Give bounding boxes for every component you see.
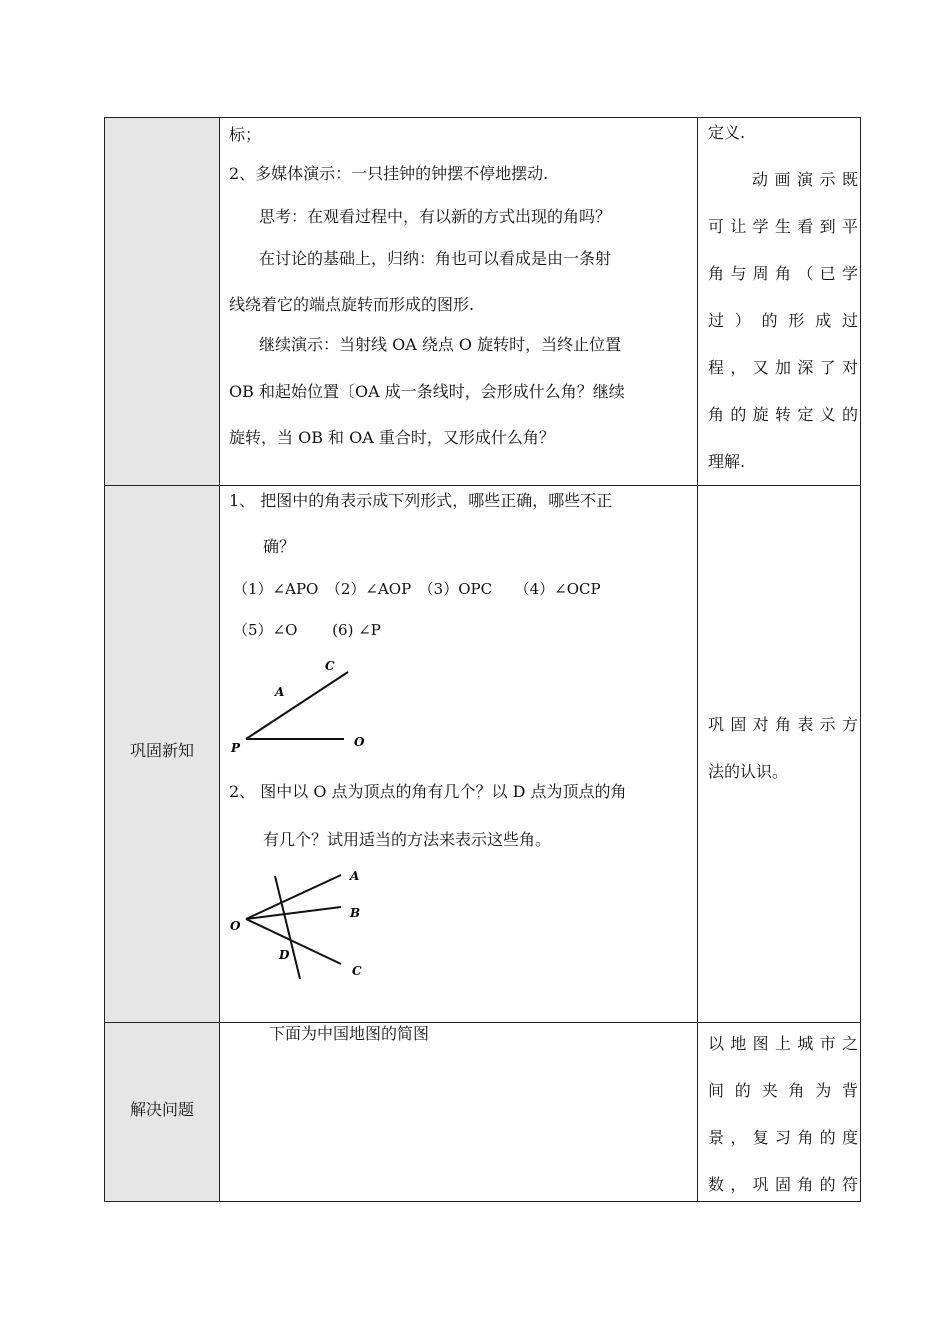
note-line: 程，又加深了对 (708, 358, 858, 377)
note-line: 法的认识。 (708, 762, 789, 781)
label-o: O (354, 735, 365, 749)
note-line: 以地图上城市之 (708, 1034, 858, 1053)
note-line: 景，复习角的度 (708, 1128, 858, 1147)
row3-label: 解决问题 (129, 1100, 194, 1119)
row2-note (708, 701, 858, 795)
row2-label: 巩固新知 (129, 741, 194, 760)
row1-line-4: 在讨论的基础上，归纳：角也可以看成是由一条射 (259, 249, 612, 268)
note-line: 间的夹角为背 (708, 1081, 858, 1100)
row1-line-1: 标； (229, 125, 262, 144)
label-c: C (325, 659, 335, 673)
row-divider (105, 485, 860, 486)
figure-angles-o-d (219, 858, 379, 983)
row3-note (708, 1020, 858, 1208)
row3-line-1: 下面为中国地图的简图 (269, 1024, 430, 1043)
transversal-line (275, 876, 300, 979)
row1-note (708, 109, 858, 485)
label-a: A (350, 869, 360, 883)
note-line: 角与周角（已学 (708, 264, 858, 283)
row1-line-6: 继续演示：当射线 OA 绕点 O 旋转时，当终止位置 (259, 335, 622, 354)
row1-line-8: 旋转，当 OB 和 OA 重合时，又形成什么角？ (229, 428, 555, 447)
row2-line-5: 2、 图中以 O 点为顶点的角有几个？以 D 点为顶点的角 (229, 782, 627, 801)
label-b: B (350, 906, 361, 920)
row1-line-5: 线绕着它的端点旋转而形成的图形. (229, 295, 475, 314)
row2-line-3: （1）∠APO （2）∠AOP （3）OPC （4）∠OCP (233, 580, 601, 598)
row1-line-2: 2、多媒体演示：一只挂钟的钟摆不停地摆动. (229, 164, 549, 183)
lesson-table (104, 117, 861, 1202)
note-line: 理解. (708, 452, 746, 471)
row2-line-6: 有几个？试用适当的方法来表示这些角。 (263, 830, 552, 849)
row2-line-4: （5）∠O (6) ∠P (233, 621, 381, 639)
note-line: 数，巩固角的符 (708, 1175, 858, 1194)
note-line: 巩固对角表示方 (708, 715, 858, 734)
label-p: P (231, 741, 241, 755)
note-line: 定义. (708, 123, 746, 142)
column-divider (697, 118, 698, 1201)
label-c: C (352, 964, 362, 978)
note-line: 动画演示既 (752, 170, 858, 189)
row1-line-3: 思考：在观看过程中，有以新的方式出现的角吗？ (259, 207, 612, 226)
note-line: 过）的形成过 (708, 311, 858, 330)
label-d: D (279, 948, 290, 962)
figure-angle-p (219, 653, 379, 758)
row2-line-1: 1、 把图中的角表示成下列形式，哪些正确，哪些不正 (229, 491, 613, 510)
note-line: 可让学生看到平 (708, 217, 858, 236)
ray-oc (246, 919, 341, 964)
note-line: 角的旋转定义的 (708, 405, 858, 424)
label-a: A (275, 685, 285, 699)
row1-line-7: OB 和起始位置〔OA 成一条线时，会形成什么角？继续 (229, 382, 625, 401)
label-cell-row1 (105, 118, 219, 485)
label-o: O (230, 919, 241, 933)
row2-line-2: 确？ (263, 537, 296, 556)
ray-pc (246, 672, 348, 739)
